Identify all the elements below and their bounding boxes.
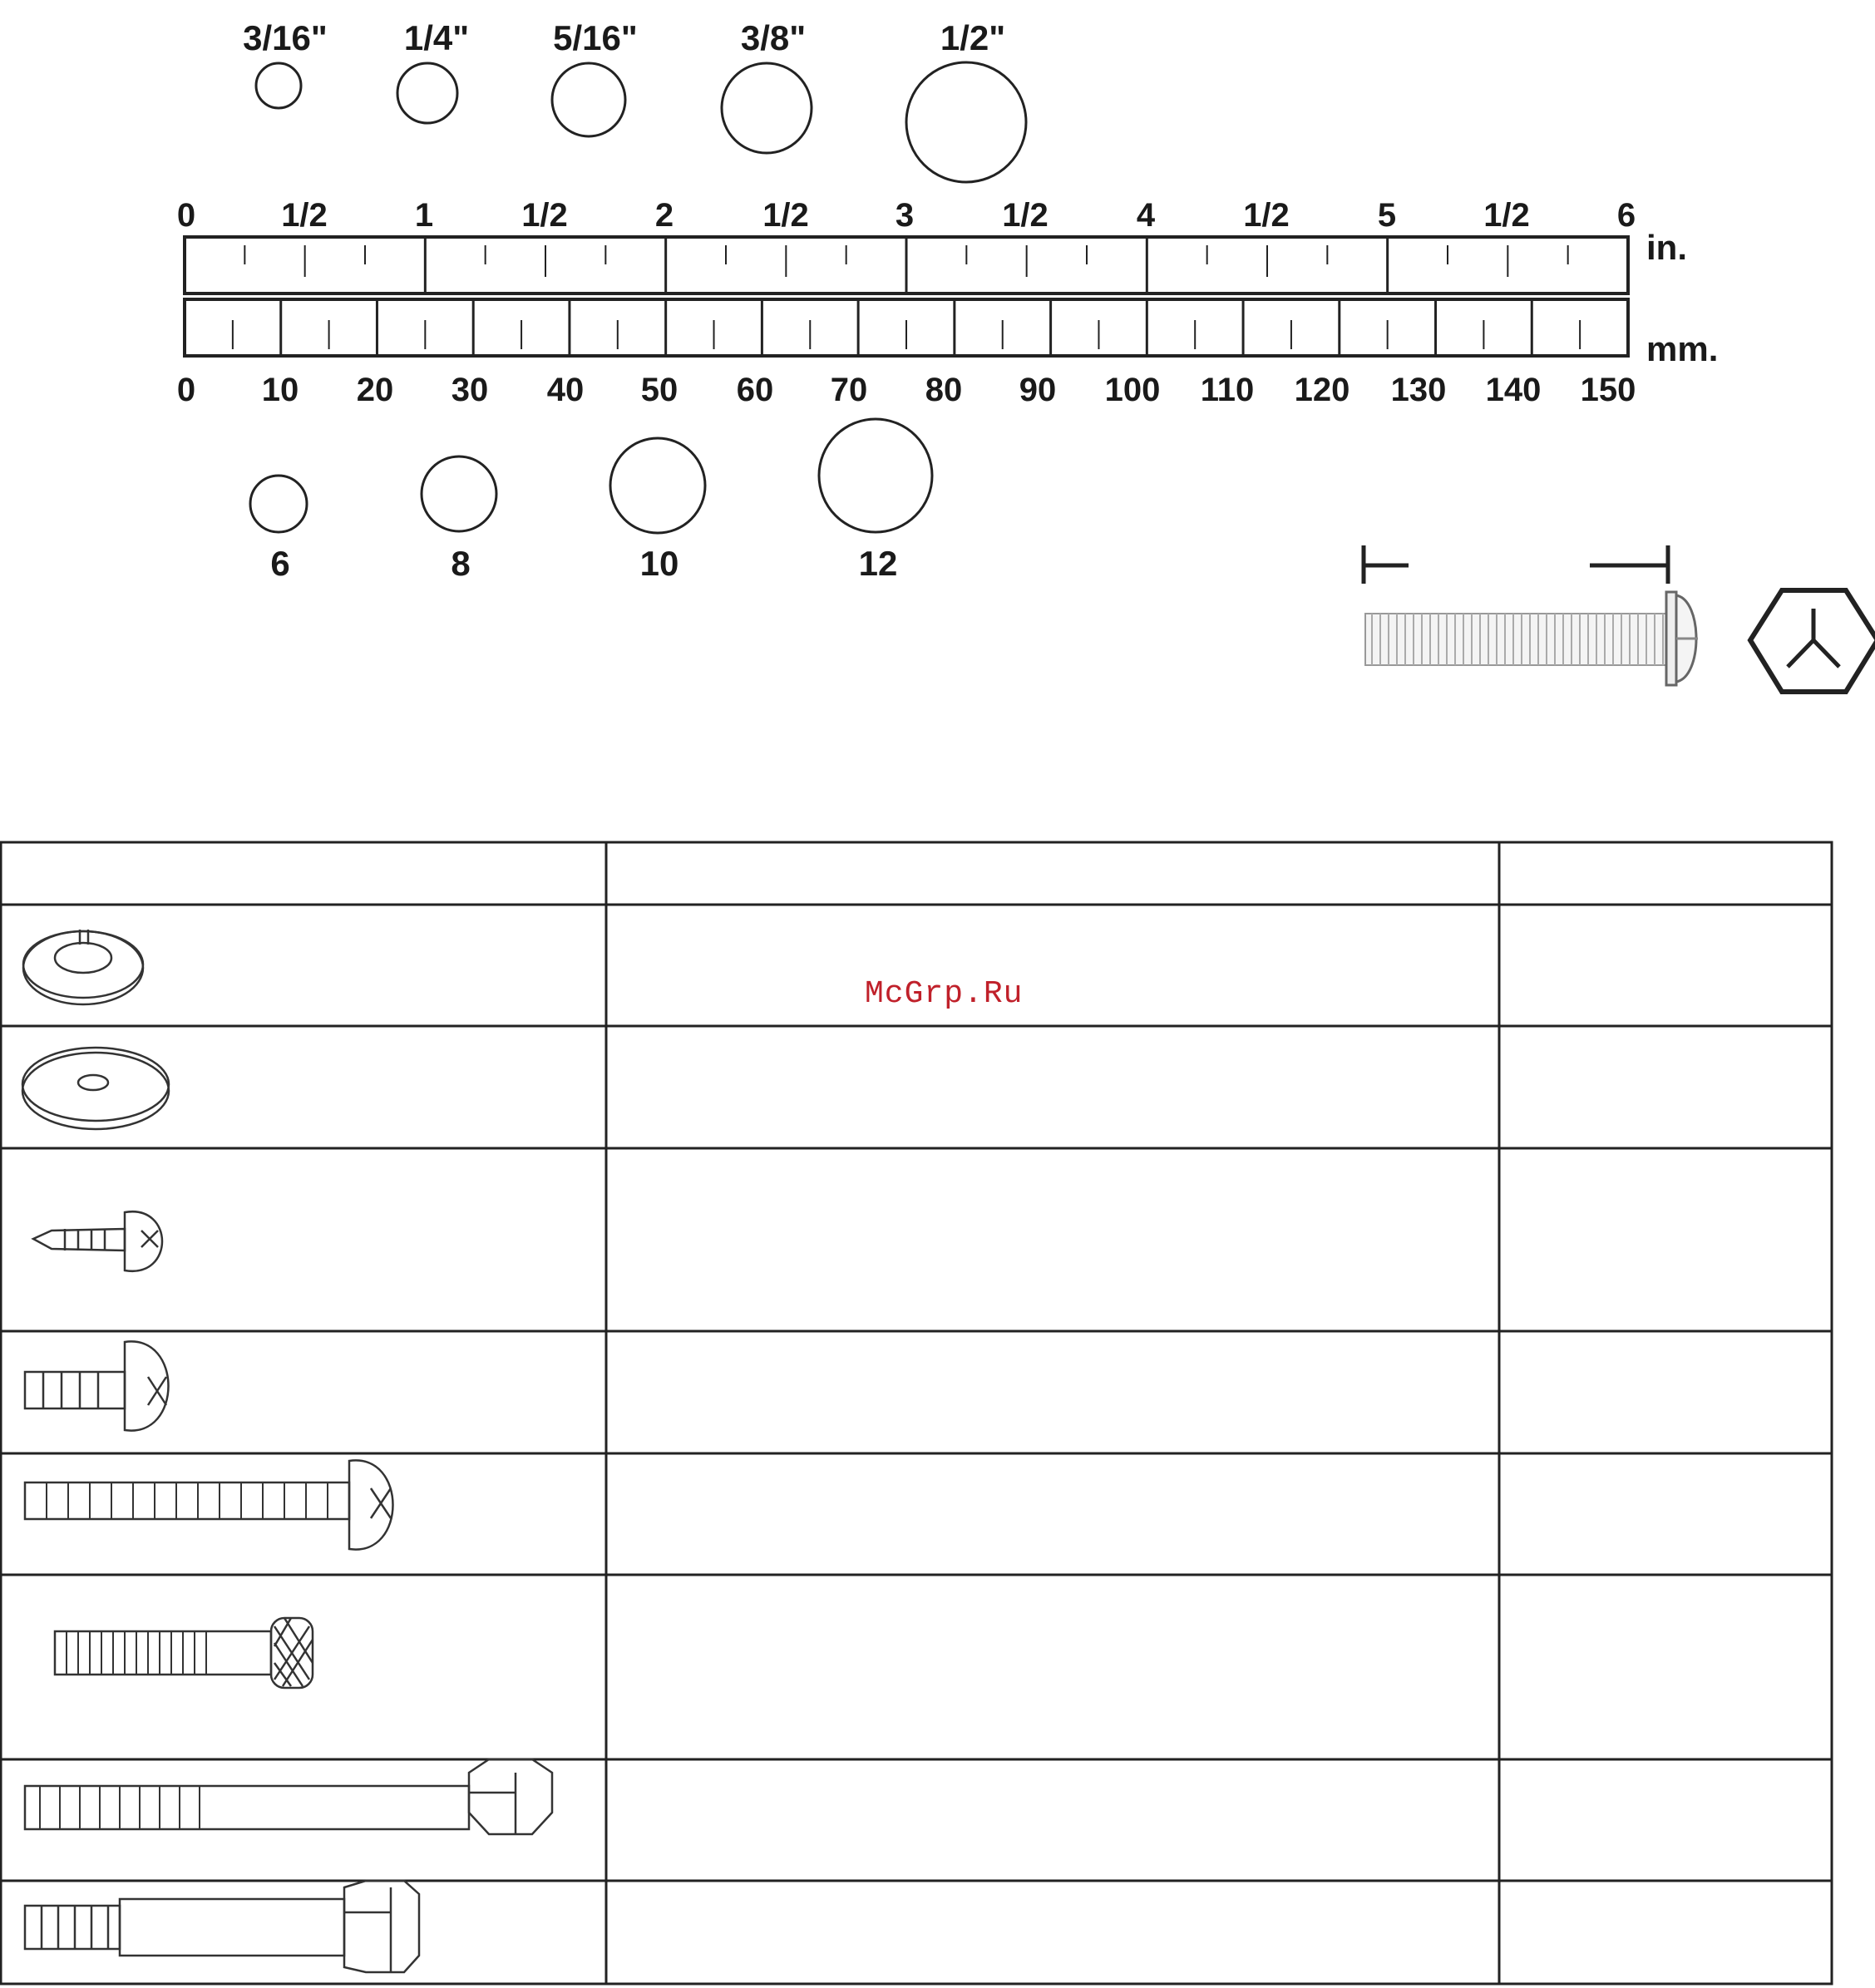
wood-screw-icon [33,1211,162,1271]
mm-tick-label: 20 [356,372,394,408]
mm-tick-label: 60 [736,372,774,408]
inch-tick-label: 1/2 [1002,197,1049,234]
inch-tick-label: 4 [1136,197,1156,234]
flat-washer-icon [22,1048,169,1129]
mm-tick-label: 120 [1294,372,1350,408]
inch-tick-label: 3 [895,197,915,234]
inch-tick-label: 1/2 [1483,197,1530,234]
lock-washer-icon [23,930,143,1004]
mm-tick-label: 110 [1200,372,1255,408]
mm-tick-label: 0 [176,372,196,408]
mm-tick-label: 40 [546,372,585,408]
inch-tick-label: 2 [654,197,674,234]
inch-circle-label: 1/2" [940,18,1006,57]
inch-tick-label: 0 [176,197,196,234]
mm-tick-label: 70 [830,372,868,408]
mm-tick-label: 10 [261,372,299,408]
inch-circle-label: 1/4" [403,18,470,57]
inch-circle-label: 5/16" [553,18,638,57]
inch-tick-label: 1/2 [281,197,328,234]
long-hex-bolt-icon [25,1759,552,1834]
mm-circle-label: 6 [270,544,290,583]
mm-tick-label: 140 [1485,372,1542,408]
inch-tick-label: 1 [414,197,434,234]
mm-circle-label: 12 [858,544,898,583]
short-machine-screw-icon [25,1341,169,1430]
mm-circle-label: 10 [639,544,679,583]
inch-tick-label: 1/2 [521,197,568,234]
mm-tick-label: 50 [640,372,678,408]
inch-tick-label: 5 [1377,197,1397,234]
short-hex-bolt-icon [25,1881,419,1972]
mm-tick-label: 130 [1390,372,1447,408]
inch-tick-label: 1/2 [1243,197,1290,234]
inch-circle-label: 3/16" [243,18,328,57]
thumb-screw-icon [55,1618,313,1688]
mm-tick-label: 90 [1019,372,1057,408]
mm-tick-label: 30 [451,372,489,408]
mm-tick-label: 150 [1580,372,1636,408]
mm-unit-label: mm. [1646,329,1719,368]
long-machine-screw-icon [25,1460,393,1549]
inch-unit-label: in. [1646,228,1687,267]
inch-tick-label: 1/2 [762,197,809,234]
inch-tick-label: 6 [1616,197,1636,234]
inch-circle-label: 3/8" [740,18,807,57]
mm-tick-label: 100 [1104,372,1161,408]
mm-circle-label: 8 [451,544,471,583]
mm-tick-label: 80 [925,372,963,408]
watermark: McGrp.Ru [865,976,1024,1012]
